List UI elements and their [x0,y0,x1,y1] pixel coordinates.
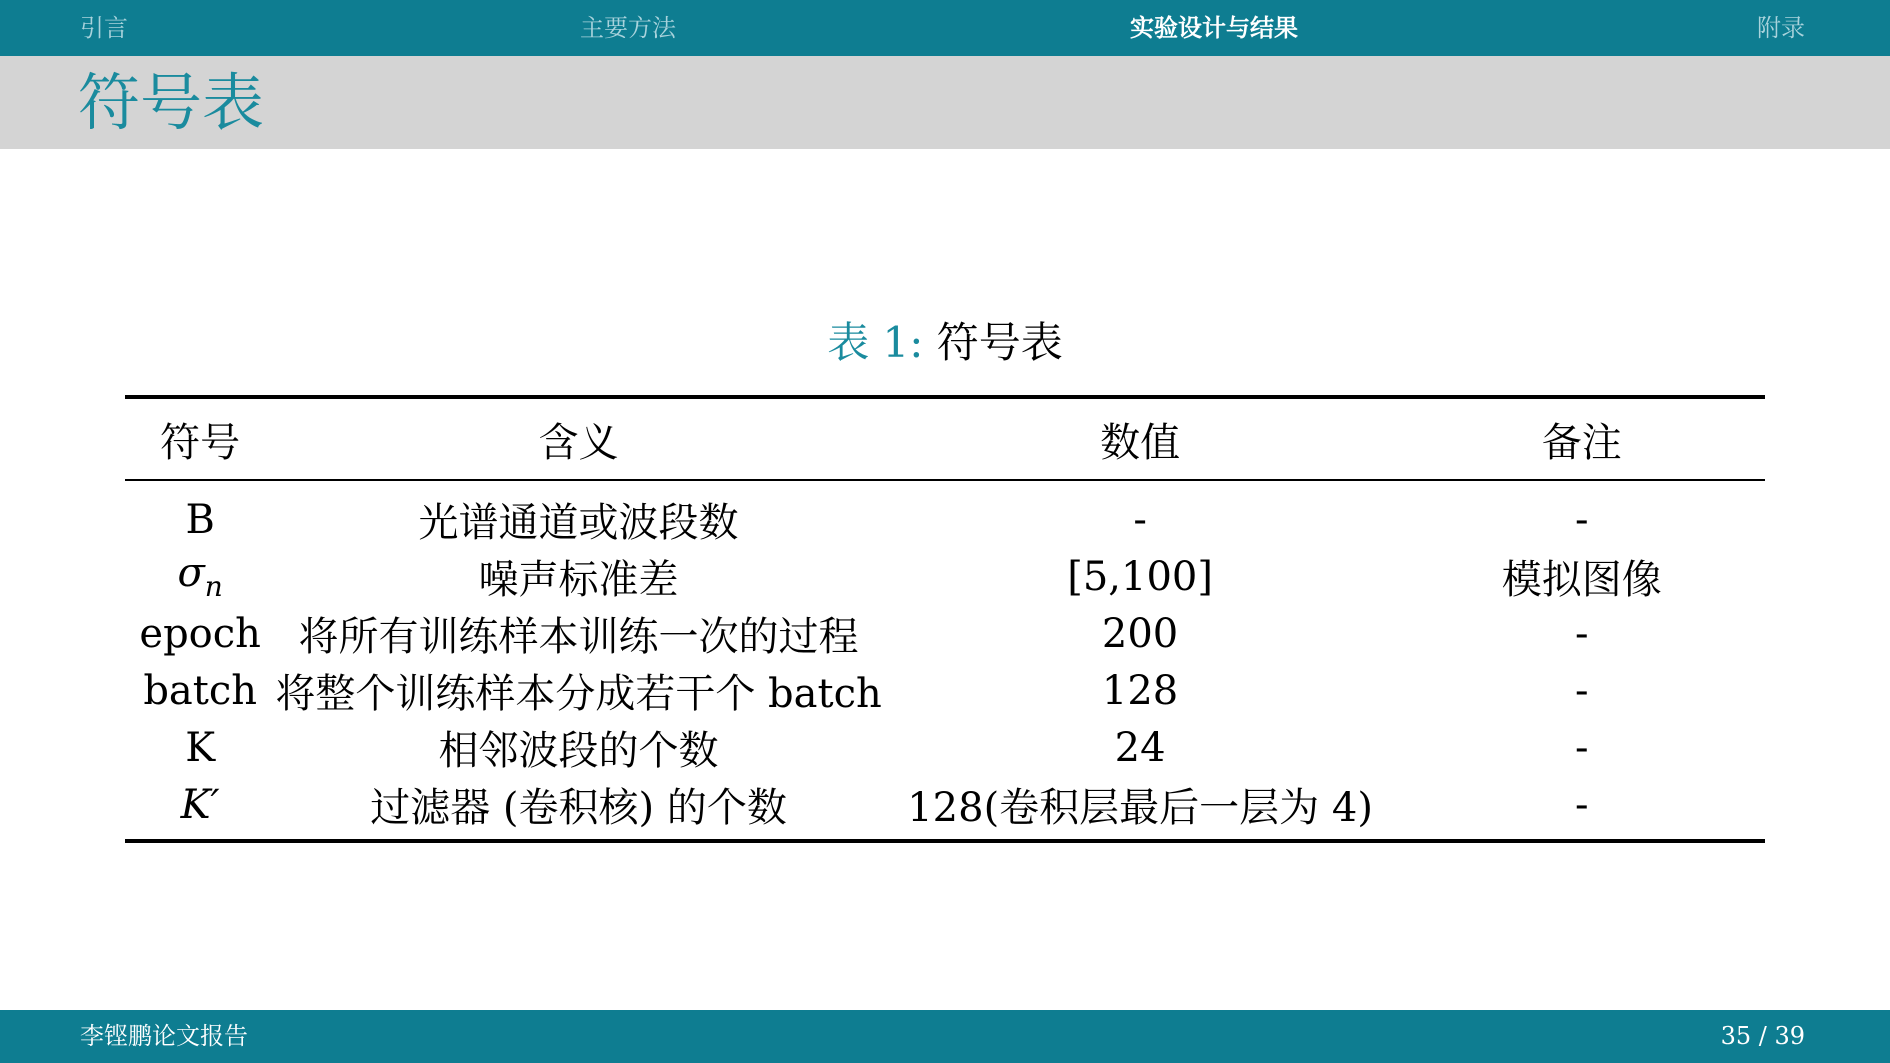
cell-symbol: batch [143,667,258,714]
table-row [125,662,1765,719]
cell-note: - [1574,724,1589,771]
cell-value: [5,100] [1067,553,1213,600]
nav-item-experiments[interactable]: 实验设计与结果 [1130,14,1298,42]
cell-symbol [125,548,275,605]
nav-item-intro[interactable]: 引言 [80,14,128,42]
nav-item-appendix[interactable]: 附录 [1757,14,1805,42]
cell-meaning: 光谱通道或波段数 [418,500,739,546]
cell-value: 128(卷积层最后一层为 4) [907,785,1373,831]
nav-item-methods[interactable]: 主要方法 [580,14,676,42]
section-nav-bar [0,0,1890,56]
table-row [125,548,1765,605]
cell-symbol: K′ [180,781,220,828]
footer-bar [0,1010,1890,1063]
symbol-table-container [125,395,1765,843]
cell-meaning: 相邻波段的个数 [438,728,719,774]
cell-note: 模拟图像 [1501,557,1662,603]
table-row [125,776,1765,841]
page-number: 35 / 39 [1720,1022,1805,1050]
cell-value: 128 [1101,667,1179,714]
table-header-row [125,397,1765,480]
header-symbol: 符号 [160,419,241,466]
symbol-table [125,395,1765,843]
cell-meaning: 过滤器 (卷积核) 的个数 [370,785,787,831]
cell-symbol: K [185,724,216,771]
cell-symbol: epoch [139,610,261,657]
footer-author: 李铿鹏论文报告 [80,1022,248,1050]
cell-meaning: 噪声标准差 [478,557,679,603]
cell-symbol: B [185,496,215,543]
cell-note: - [1574,496,1589,543]
table-row [125,719,1765,776]
cell-note: - [1574,781,1589,828]
table-caption-text: 符号表 [936,318,1063,367]
header-note: 备注 [1541,419,1622,466]
cell-note: - [1574,610,1589,657]
header-meaning: 含义 [538,419,619,466]
frame-title: 符号表 [78,66,265,139]
cell-value: 24 [1114,724,1166,771]
table-row [125,480,1765,548]
symbol-base: σ [177,550,205,596]
symbol-subscript: n [204,570,223,603]
frame-title-band [0,56,1890,149]
table-row [125,605,1765,662]
cell-value: - [1133,496,1147,543]
cell-meaning: 将整个训练样本分成若干个 batch [275,671,882,717]
cell-value: 200 [1101,610,1179,657]
header-value: 数值 [1100,419,1181,466]
table-caption-label: 表 1: [827,318,924,367]
table-caption [0,312,1890,374]
cell-note: - [1574,667,1589,714]
cell-meaning: 将所有训练样本训练一次的过程 [298,614,859,660]
